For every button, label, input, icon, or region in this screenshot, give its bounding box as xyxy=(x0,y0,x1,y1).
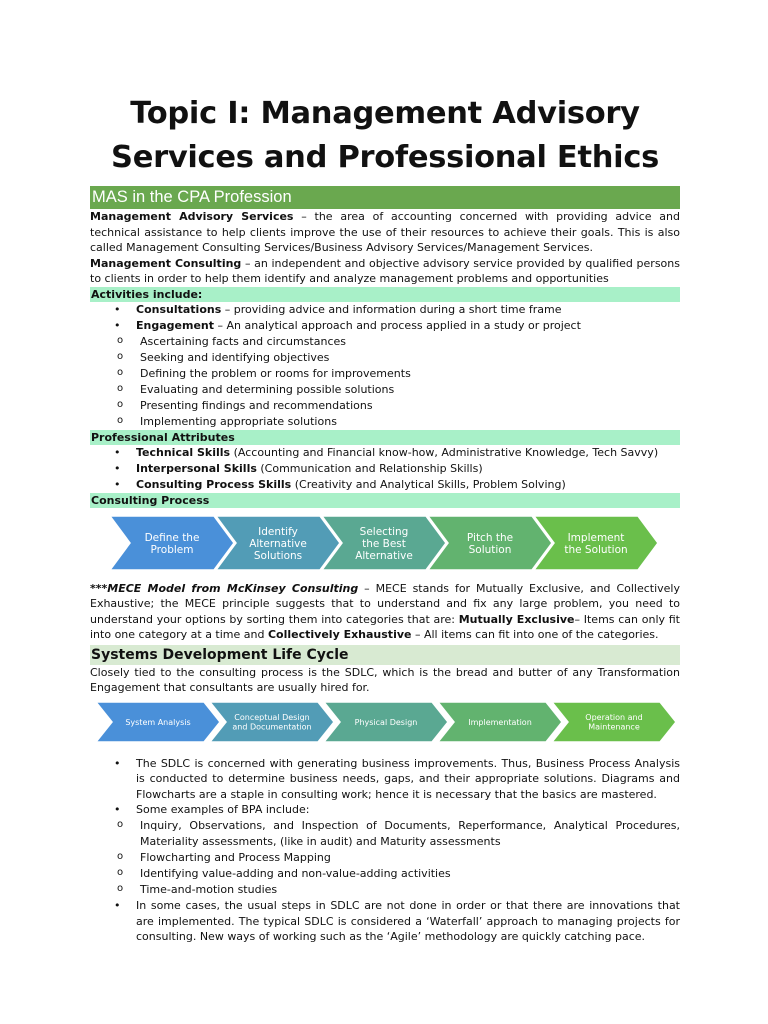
sdlc-step-label: Maintenance xyxy=(588,722,640,732)
list-item: • Technical Skills (Accounting and Financial know-how, Administrative Knowledge, Tech Savvy) xyxy=(90,445,680,461)
list-item: o Defining the problem or rooms for improvements xyxy=(90,366,680,382)
list-item: • In some cases, the usual steps in SDLC are not done in order or that there are innovations that are implemented. The typical SDLC is considered a ‘Waterfall’ approach to managing projects for consulting. New ways of working such as the ‘Agile’ methodology are quickly catching pace. xyxy=(90,898,680,945)
attributes-heading: Professional Attributes xyxy=(90,430,680,445)
process-step-label: Pitch the xyxy=(466,531,514,544)
sdlc-step-label: Conceptual Design xyxy=(234,712,310,722)
mc-definition: Management Consulting – an independent and objective advisory service provided by qualified persons to clients in order to help them identify and analyze management problems and opportunities xyxy=(90,256,680,285)
bpa-examples-list xyxy=(90,818,680,898)
list-item: o Inquiry, Observations, and Inspection of Documents, Reperformance, Analytical Procedures, Materiality assessments, (like in audit) and Maturity assessments xyxy=(90,818,680,850)
process-step-label: Define the xyxy=(144,531,200,544)
process-step-label: Identify xyxy=(258,525,298,538)
sdlc-step-label: Physical Design xyxy=(354,717,418,727)
process-step-label: Solution xyxy=(468,543,512,556)
process-step-label: Alternative xyxy=(249,537,307,550)
sdlc-step-label: and Documentation xyxy=(232,722,312,732)
activities-heading: Activities include: xyxy=(90,287,680,302)
list-item: o Ascertaining facts and circumstances xyxy=(90,334,680,350)
list-item: • Consultations – providing advice and information during a short time frame xyxy=(90,302,680,318)
process-step-label: Alternative xyxy=(355,549,413,562)
sdlc-step-label: Operation and xyxy=(585,712,643,722)
section-heading-sdlc: Systems Development Life Cycle xyxy=(90,645,680,665)
list-item: • Engagement – An analytical approach and process applied in a study or project o Ascertaining facts and circumstances o Seeking and identifying objectives o Defining the problem or rooms for improvements o Evaluating and determining possible solutions o Presenting findings and recommendations o Implementing appropriate solutions xyxy=(90,318,680,430)
engagement-steps-list xyxy=(90,334,680,430)
document-page xyxy=(90,0,680,945)
list-item: • Consulting Process Skills (Creativity and Analytical Skills, Problem Solving) xyxy=(90,477,680,493)
sdlc-intro: Closely tied to the consulting process is the SDLC, which is the bread and butter of any Transformation Engagement that consultants are usually hired for. xyxy=(90,665,680,694)
sdlc-bullets xyxy=(90,756,680,945)
list-item: • Interpersonal Skills (Communication and Relationship Skills) xyxy=(90,461,680,477)
process-step-label: Implement xyxy=(567,531,625,544)
list-item: o Identifying value-adding and non-value-adding activities xyxy=(90,866,680,882)
page-title: Topic I: Management Advisory Services and Professional Ethics xyxy=(111,96,659,175)
list-item: • The SDLC is concerned with generating business improvements. Thus, Business Process Analysis is conducted to determine business needs, gaps, and their appropriate solutions. Diagrams and Flowcharts are a staple in consulting work; hence it is necessary that the basics are mastered. xyxy=(90,756,680,803)
attributes-list xyxy=(90,445,680,493)
process-step-label: Problem xyxy=(150,543,194,556)
list-item: o Seeking and identifying objectives xyxy=(90,350,680,366)
list-item: o Presenting findings and recommendations xyxy=(90,398,680,414)
process-step-label: Selecting xyxy=(359,525,409,538)
consulting-process-diagram xyxy=(90,508,680,578)
activities-list xyxy=(90,302,680,430)
process-step-label: Solutions xyxy=(253,549,303,562)
mece-paragraph: ***MECE Model from McKinsey Consulting – MECE stands for Mutually Exclusive, and Collectively Exhaustive; the MECE principle suggests that to understand and fix any large problem, you need to understand your options by sorting them into categories that are: Mutually Exclusive– Items can only fit into one category at a time and Collectively Exhaustive – All items can fit into one of the categories. xyxy=(90,581,680,641)
sdlc-diagram xyxy=(90,702,680,754)
process-step-label: the Solution xyxy=(564,543,628,556)
sdlc-step-label: Implementation xyxy=(468,717,532,727)
list-item: o Evaluating and determining possible solutions xyxy=(90,382,680,398)
section-heading-mas: MAS in the CPA Profession xyxy=(90,186,680,209)
consulting-process-chevrons xyxy=(90,516,680,586)
list-item: o Implementing appropriate solutions xyxy=(90,414,680,430)
list-item: o Flowcharting and Process Mapping xyxy=(90,850,680,866)
sdlc-step-label: System Analysis xyxy=(125,717,191,727)
list-item: o Time-and-motion studies xyxy=(90,882,680,898)
sdlc-chevrons xyxy=(90,702,684,746)
consulting-process-heading: Consulting Process xyxy=(90,493,680,508)
process-step-label: the Best xyxy=(362,537,406,550)
mas-definition: Management Advisory Services – the area of accounting concerned with providing advice and technical assistance to help clients improve the use of their resources to achieve their goals. This is also called Management Consulting Services/Business Advisory Services/Management Services. xyxy=(90,210,680,254)
list-item: • Some examples of BPA include: o Inquiry, Observations, and Inspection of Documents, Reperformance, Analytical Procedures, Materiality assessments, (like in audit) and Maturity assessments o Flowcharting and Process Mapping o Identifying value-adding and non-value-adding activities o Time-and-motion studies xyxy=(90,802,680,898)
